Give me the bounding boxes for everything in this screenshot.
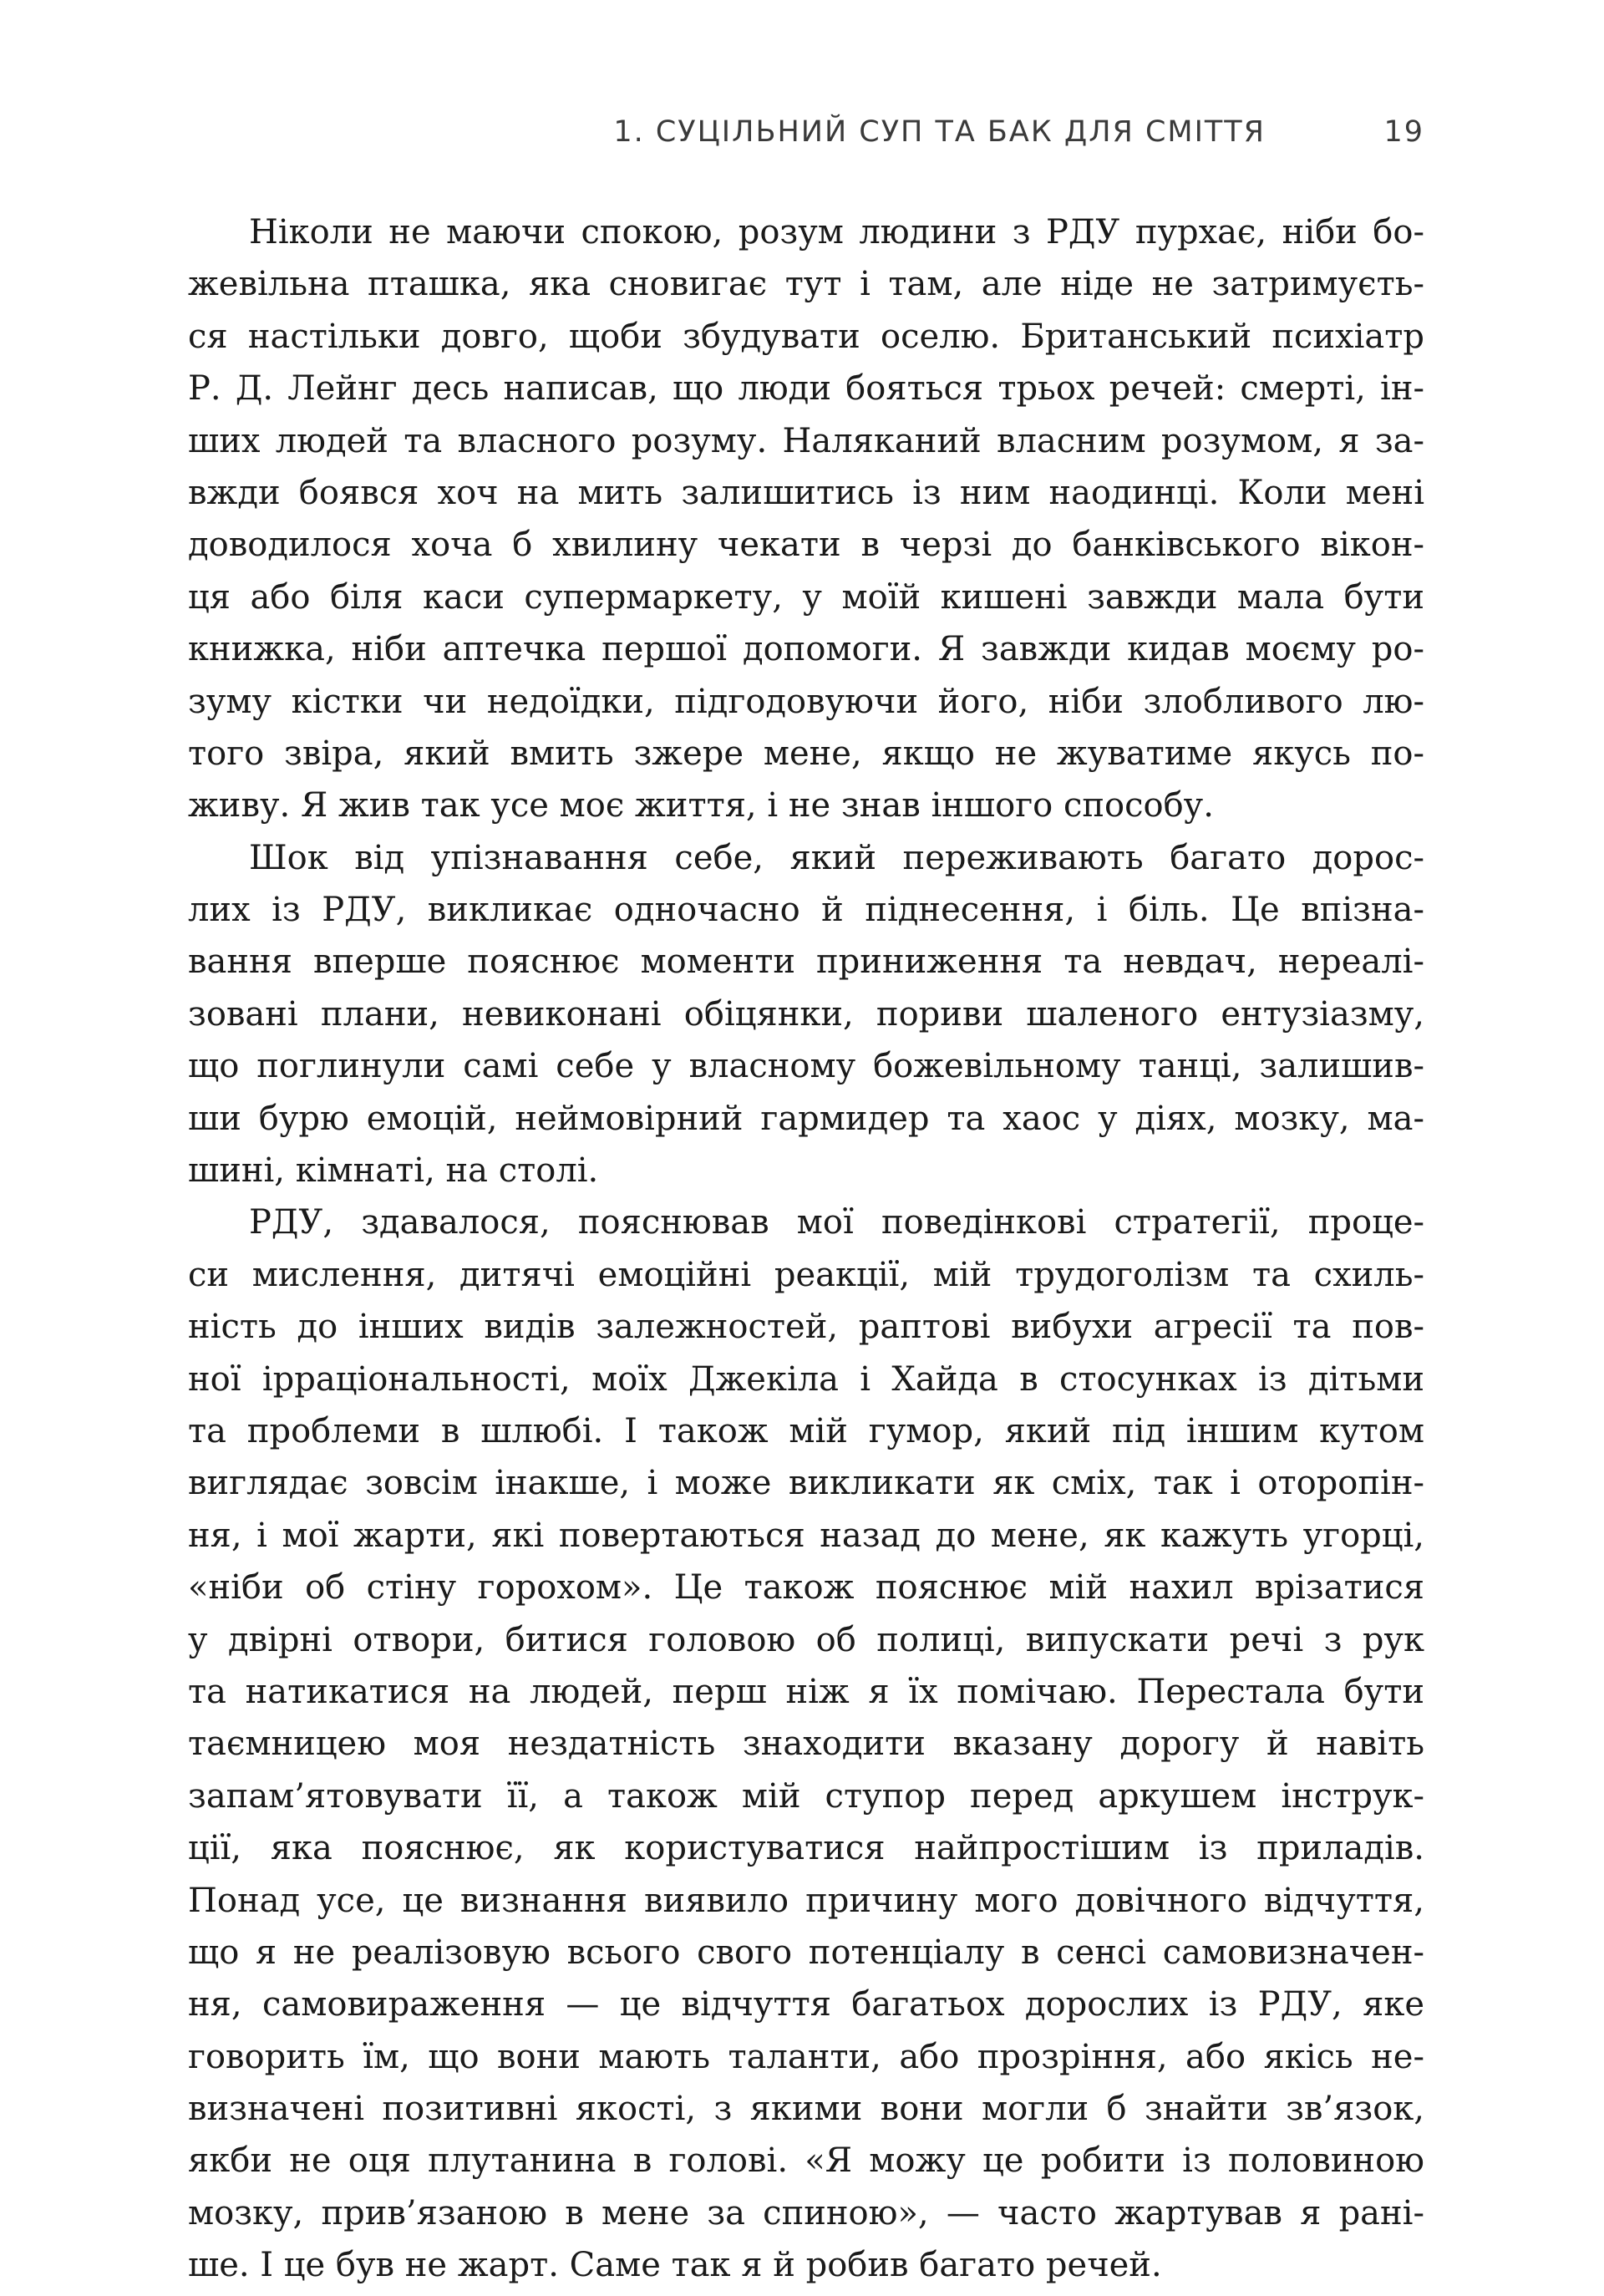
- body-text: [188, 206, 1424, 2292]
- running-head: [188, 115, 1424, 157]
- paragraph: [188, 206, 1424, 832]
- text-line: зовані плани, невиконані обіцянки, пориви шаленого ентузіазму,: [188, 994, 1424, 1034]
- text-line: ця або біля каси супермаркету, у моїй кишені завжди мала бути: [188, 577, 1424, 617]
- text-line: ність до інших видів залежностей, раптові вибухи агресії та пов-: [188, 1308, 1424, 1347]
- text-line: Ніколи не маючи спокою, розум людини з РДУ пурхає, ніби бо-: [249, 213, 1424, 251]
- text-line: ня, і мої жарти, які повертаються назад до мене, як кажуть угорці,: [188, 1516, 1424, 1555]
- text-line: у двірні отвори, битися головою об полиці, випускати речі з рук: [188, 1620, 1424, 1659]
- text-line: та проблеми в шлюбі. І також мій гумор, який під іншим кутом: [188, 1411, 1424, 1450]
- text-line: говорить їм, що вони мають таланти, або прозріння, або якісь не-: [188, 2037, 1424, 2076]
- text-line: ши бурю емоцій, неймовірний гармидер та хаос у діях, мозку, ма-: [188, 1099, 1424, 1138]
- text-line: таємницею моя нездатність знаходити вказану дорогу й навіть: [188, 1725, 1424, 1764]
- text-line: шині, кімнаті, на столі.: [188, 1151, 599, 1191]
- text-line: доводилося хоча б хвилину чекати в черзі до банківського вікон-: [188, 526, 1424, 565]
- text-line: зуму кістки чи недоїдки, підгодовуючи його, ніби злобливого лю-: [188, 682, 1424, 721]
- text-line: ня, самовираження — це відчуття багатьох дорослих із РДУ, яке: [188, 1985, 1424, 2024]
- text-line: того звіра, який вмить зжере мене, якщо не жуватиме якусь по-: [188, 734, 1424, 773]
- text-line: Понад усе, це визнання виявило причину мого довічного відчуття,: [188, 1881, 1424, 1920]
- text-line: «ніби об стіну горохом». Це також пояснює мій нахил врізатися: [188, 1568, 1424, 1608]
- text-line: ції, яка пояснює, як користуватися найпростішим із приладів.: [188, 1829, 1424, 1868]
- text-line: РДУ, здавалося, пояснював мої поведінкові стратегії, проце-: [249, 1203, 1424, 1242]
- chapter-title: 1. СУЦІЛЬНИЙ СУП ТА БАК ДЛЯ СМІТТЯ: [613, 115, 1266, 149]
- text-line: Шок від упізнавання себе, який переживають багато дорос-: [249, 838, 1424, 877]
- text-line: якби не оця плутанина в голові. «Я можу це робити із половиною: [188, 2141, 1424, 2181]
- page-number: 19: [1383, 115, 1424, 149]
- text-line: виглядає зовсім інакше, і може викликати як сміх, так і оторопін-: [188, 1464, 1424, 1503]
- text-line: ше. І це був не жарт. Саме так я й робив багато речей.: [188, 2246, 1162, 2285]
- text-line: вжди боявся хоч на мить залишитись із ним наодинці. Коли мені: [188, 473, 1424, 512]
- text-line: лих із РДУ, викликає одночасно й піднесення, і біль. Це впізна-: [188, 891, 1424, 930]
- text-line: ся настільки довго, щоби збудувати оселю. Британський психіатр: [188, 317, 1424, 356]
- text-line: мозку, прив’язаною в мене за спиною», — часто жартував я рані-: [188, 2193, 1424, 2233]
- text-line: ної ірраціональності, моїх Джекіла і Хайда в стосунках із дітьми: [188, 1359, 1424, 1399]
- text-line: живу. Я жив так усе моє життя, і не знав іншого способу.: [188, 786, 1214, 825]
- text-line: си мислення, дитячі емоційні реакції, мій трудоголізм та схиль-: [188, 1255, 1424, 1294]
- text-line: визначені позитивні якості, з якими вони могли б знайти зв’язок,: [188, 2090, 1424, 2129]
- text-line: ших людей та власного розуму. Наляканий власним розумом, я за-: [188, 421, 1424, 460]
- text-line: що поглинули самі себе у власному божевільному танці, залишив-: [188, 1047, 1424, 1086]
- text-line: та натикатися на людей, перш ніж я їх помічаю. Перестала бути: [188, 1672, 1424, 1711]
- text-line: книжка, ніби аптечка першої допомоги. Я завжди кидав моєму ро-: [188, 630, 1424, 669]
- text-line: Р. Д. Лейнг десь написав, що люди бояться трьох речей: смерті, ін-: [188, 369, 1424, 409]
- text-line: жевільна пташка, яка сновигає тут і там, але ніде не затримуєть-: [188, 265, 1424, 304]
- paragraph: [188, 832, 1424, 1197]
- text-line: що я не реалізовую всього свого потенціалу в сенсі самовизначен-: [188, 1933, 1424, 1972]
- text-line: вання вперше пояснює моменти приниження та невдач, нереалі-: [188, 942, 1424, 982]
- paragraph: [188, 1196, 1424, 2291]
- text-line: запам’ятовувати її, а також мій ступор перед аркушем інструк-: [188, 1776, 1424, 1816]
